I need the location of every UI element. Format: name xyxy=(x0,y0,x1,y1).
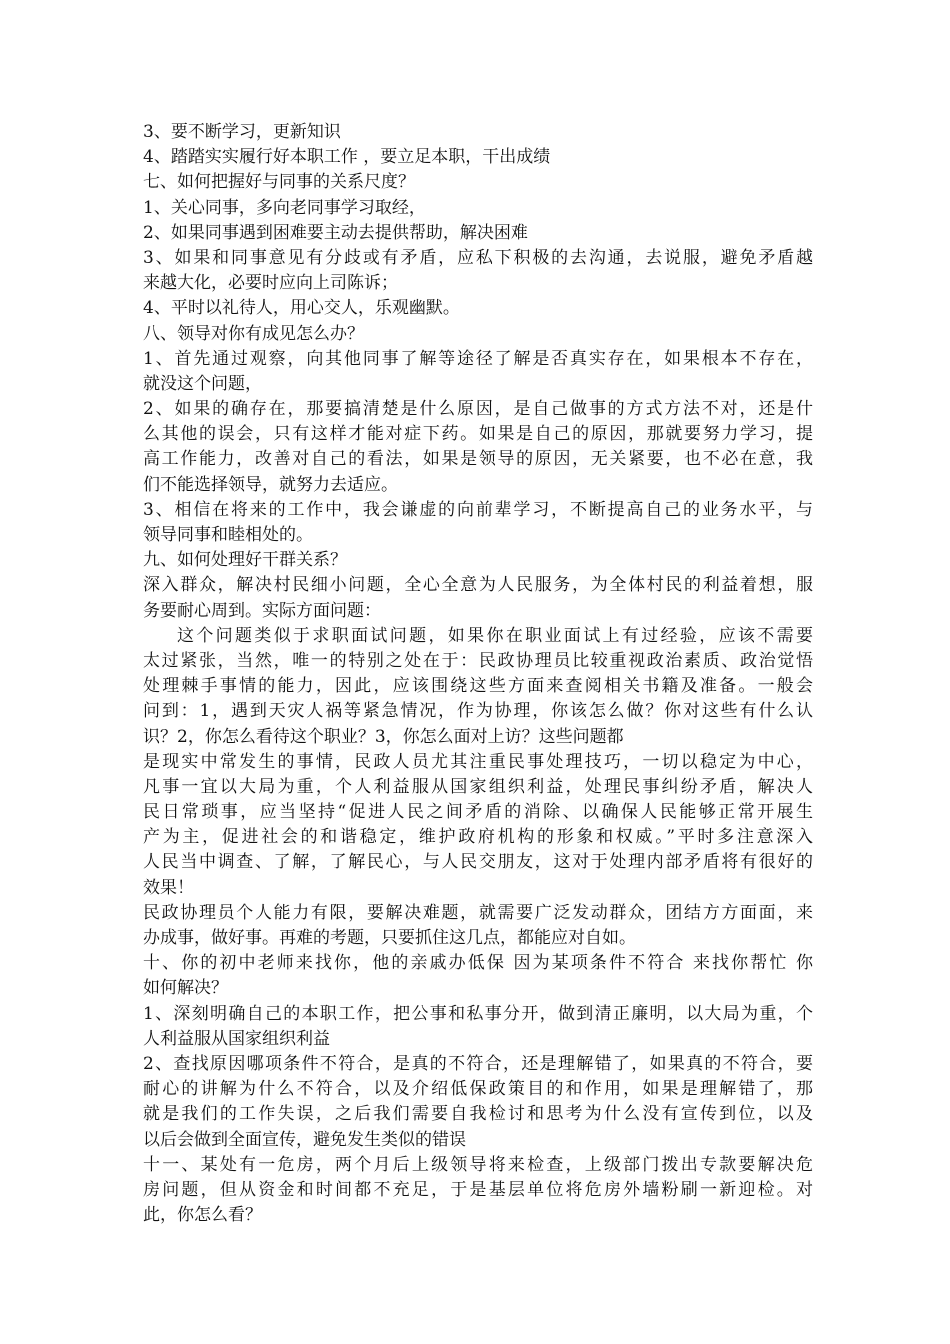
text-line: 3、相信在将来的工作中，我会谦虚的向前辈学习，不断提高自己的业务水平，与 xyxy=(143,499,813,520)
text-line: 民日常琐事，应当坚持“促进人民之间矛盾的消除、以确保人民能够正常开展生 xyxy=(143,802,813,823)
text-line: 4、平时以礼待人，用心交人，乐观幽默。 xyxy=(143,298,460,319)
text-line: 么其他的误会，只有这样才能对症下药。如果是自己的原因，那就要努力学习，提 xyxy=(143,424,813,445)
text-line: 是现实中常发生的事情，民政人员尤其注重民事处理技巧，一切以稳定为中心， xyxy=(143,751,813,772)
text-line: 识？2，你怎么看待这个职业？3，你怎么面对上访？这些问题都 xyxy=(143,726,624,747)
text-line: 凡事一宜以大局为重，个人利益服从国家组织利益，处理民事纠纷矛盾，解决人 xyxy=(143,776,813,797)
text-line: 十、你的初中老师来找你，他的亲戚办低保 因为某项条件不符合 来找你帮忙 你 xyxy=(143,953,813,974)
text-line: 2、查找原因哪项条件不符合，是真的不符合，还是理解错了，如果真的不符合，要 xyxy=(143,1053,813,1074)
text-line: 九、如何处理好干群关系？ xyxy=(143,550,347,571)
text-line: 耐心的讲解为什么不符合，以及介绍低保政策目的和作用，如果是理解错了，那 xyxy=(143,1079,813,1100)
text-line: 八、领导对你有成见怎么办？ xyxy=(143,323,364,344)
text-line: 处理棘手事情的能力，因此，应该围绕这些方面来查阅相关书籍及准备。一般会 xyxy=(143,676,813,697)
text-line: 七、如何把握好与同事的关系尺度？ xyxy=(143,172,415,193)
text-line: 2、如果的确存在，那要搞清楚是什么原因，是自己做事的方式方法不对，还是什 xyxy=(143,399,813,420)
text-line: 人民当中调查、了解，了解民心，与人民交朋友，这对于处理内部矛盾将有很好的 xyxy=(143,852,813,873)
text-line: 民政协理员个人能力有限，要解决难题，就需要广泛发动群众，团结方方面面，来 xyxy=(143,902,813,923)
text-line: 产为主，促进社会的和谐稳定，维护政府机构的形象和权威。”平时多注意深入 xyxy=(143,827,813,848)
text-line: 此，你怎么看？ xyxy=(143,1205,262,1226)
text-line: 办成事，做好事。再难的考题，只要抓住这几点，都能应对自如。 xyxy=(143,928,636,948)
text-line: 3、如果和同事意见有分歧或有矛盾，应私下积极的去沟通，去说服，避免矛盾越 xyxy=(143,247,813,268)
text-line: 3、要不断学习，更新知识 xyxy=(143,122,341,142)
text-line: 务要耐心周到。实际方面问题： xyxy=(143,600,381,621)
text-line: 2、如果同事遇到困难要主动去提供帮助，解决困难 xyxy=(143,222,528,243)
text-line: 1、首先通过观察，向其他同事了解等途径了解是否真实存在，如果根本不存在， xyxy=(143,348,813,369)
text-line: 如何解决？ xyxy=(143,978,228,999)
text-line: 领导同事和睦相处的。 xyxy=(143,525,313,545)
text-line: 人利益服从国家组织利益 xyxy=(143,1028,330,1049)
text-line: 房问题，但从资金和时间都不充足，于是基层单位将危房外墙粉刷一新迎检。对 xyxy=(143,1179,813,1200)
text-line: 以后会做到全面宣传，避免发生类似的错误 xyxy=(143,1129,466,1150)
text-line: 来越大化，必要时应向上司陈诉； xyxy=(143,273,398,294)
text-line: 深入群众，解决村民细小问题，全心全意为人民服务，为全体村民的利益着想，服 xyxy=(143,575,813,596)
text-line: 们不能选择领导，就努力去适应。 xyxy=(143,474,398,495)
text-line: 这个问题类似于求职面试问题，如果你在职业面试上有过经验，应该不需要 xyxy=(177,625,813,646)
text-line: 1、关心同事，多向老同事学习取经， xyxy=(143,197,426,218)
text-line: 高工作能力，改善对自己的看法，如果是领导的原因，无关紧要，也不必在意，我 xyxy=(143,449,813,470)
text-line: 太过紧张，当然，唯一的特别之处在于：民政协理员比较重视政治素质、政治觉悟 xyxy=(143,650,813,671)
text-line: 就没这个问题， xyxy=(143,373,262,394)
text-line: 问到：1，遇到天灾人祸等紧急情况，作为协理，你该怎么做？你对这些有什么认 xyxy=(143,701,813,722)
text-line: 4、踏踏实实履行好本职工作 ，要立足本职，干出成绩 xyxy=(143,147,551,168)
document-page xyxy=(143,120,813,1228)
text-line: 十一、某处有一危房，两个月后上级领导将来检查，上级部门拨出专款要解决危 xyxy=(143,1154,813,1175)
text-line: 1、深刻明确自己的本职工作，把公事和私事分开，做到清正廉明，以大局为重，个 xyxy=(143,1003,813,1024)
text-line: 效果！ xyxy=(143,877,194,898)
text-line: 就是我们的工作失误，之后我们需要自我检讨和思考为什么没有宣传到位，以及 xyxy=(143,1104,813,1125)
